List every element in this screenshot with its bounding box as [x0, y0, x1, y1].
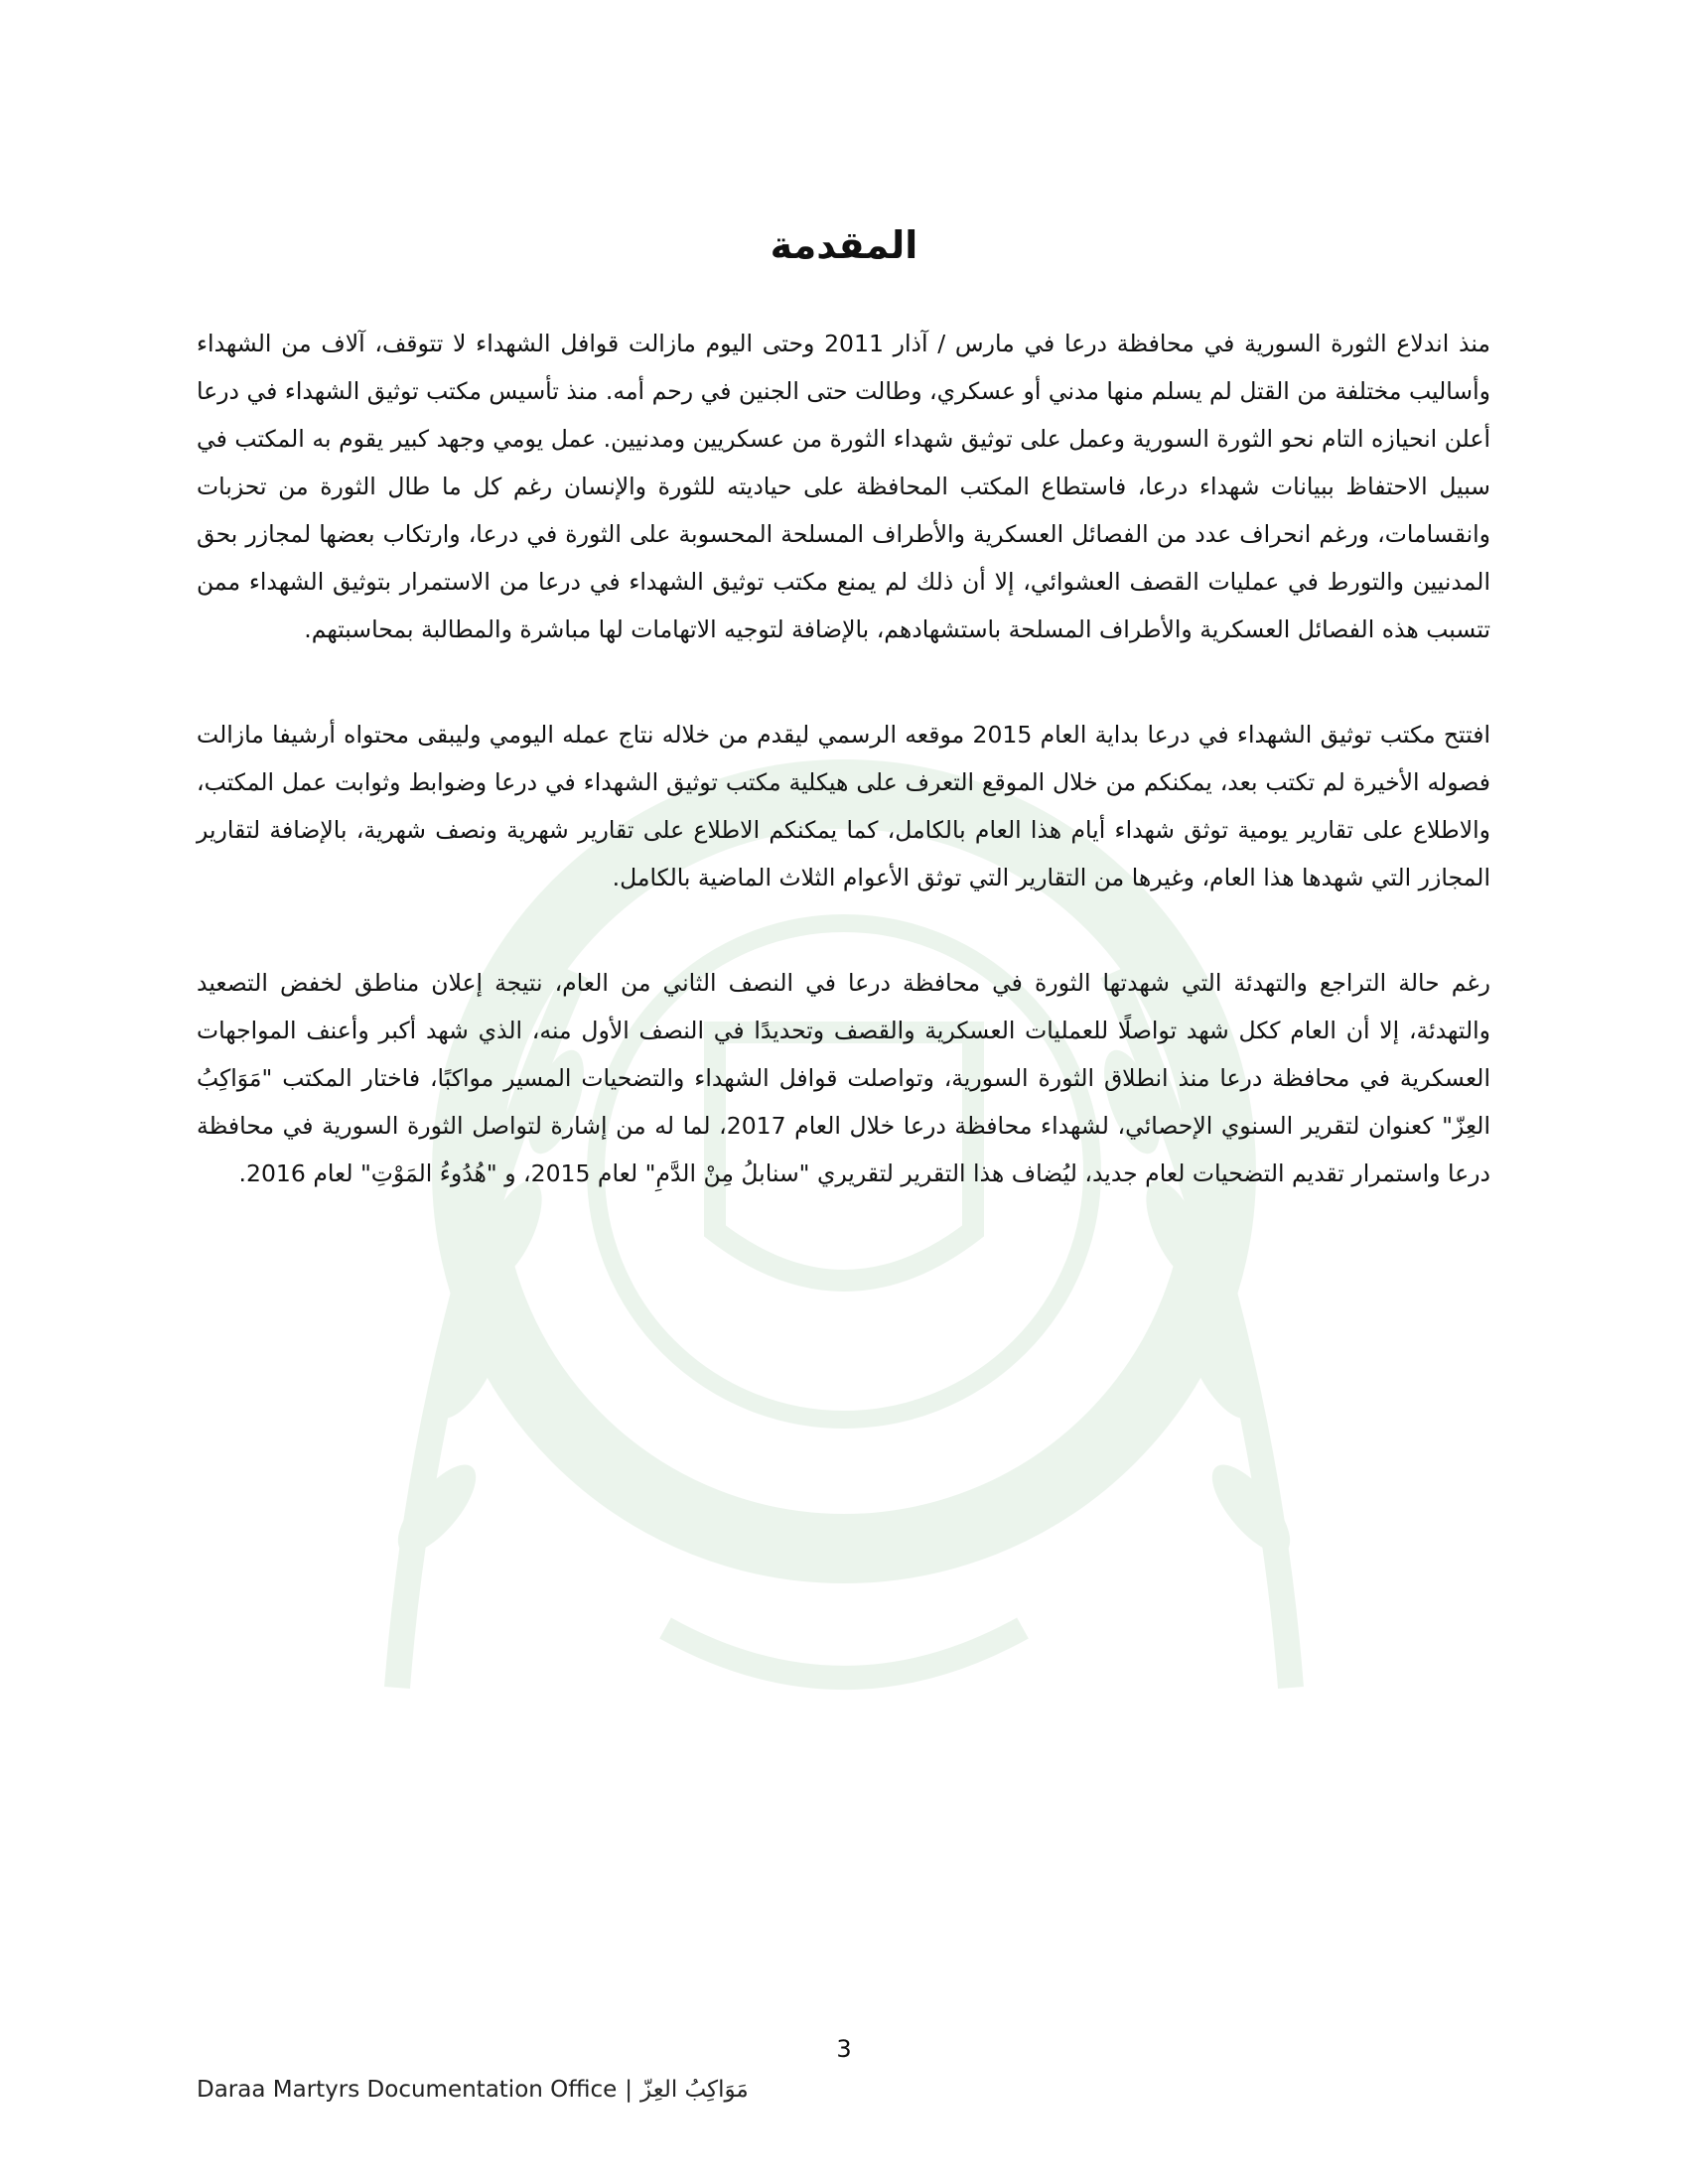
page-number: 3: [836, 2035, 852, 2063]
footer-report-name: مَوَاكِبُ العِزّ: [640, 2077, 749, 2103]
footer-organization: Daraa Martyrs Documentation Office: [197, 2077, 618, 2103]
page-title: المقدمة: [770, 223, 918, 268]
paragraph: افتتح مكتب توثيق الشهداء في درعا بداية العام 2015 موقعه الرسمي ليقدم من خلاله نتاج عمله اليومي وليبقى محتواه أرشيفا مازالت فصوله الأخيرة لم تكتب بعد، يمكنكم من خلال الموقع التعرف على هيكلية مكتب توثيق الشهداء في درعا وضوابط وثوابت عمل المكتب، والاطلاع على تقارير يومية توثق شهداء أيام هذا العام بالكامل، كما يمكنكم الاطلاع على تقارير شهرية ونصف شهرية، بالإضافة لتقارير المجازر التي شهدها هذا العام، وغيرها من التقارير التي توثق الأعوام الثلاث الماضية بالكامل.: [197, 721, 1491, 891]
paragraph: منذ اندلاع الثورة السورية في محافظة درعا في مارس / آذار 2011 وحتى اليوم مازالت قوافل الشهداء لا تتوقف، آلاف من الشهداء وأساليب مختلفة من القتل لم يسلم منها مدني أو عسكري، وطالت حتى الجنين في رحم أمه. منذ تأسيس مكتب توثيق الشهداء في درعا أعلن انحيازه التام نحو الثورة السورية وعمل على توثيق شهداء الثورة من عسكريين ومدنيين. عمل يومي وجهد كبير يقوم به المكتب في سبيل الاحتفاظ ببيانات شهداء درعا، فاستطاع المكتب المحافظة على حياديته للثورة والإنسان رغم كل ما طال الثورة من تحزبات وانقسامات، ورغم انحراف عدد من الفصائل العسكرية والأطراف المسلحة المحسوبة على الثورة في درعا، وارتكاب بعضها لمجازر بحق المدنيين والتورط في عمليات القصف العشوائي، إلا أن ذلك لم يمنع مكتب توثيق الشهداء في درعا من الاستمرار بتوثيق الشهداء ممن تتسبب هذه الفصائل العسكرية والأطراف المسلحة باستشهادهم، بالإضافة لتوجيه الاتهامات لها مباشرة والمطالبة بمحاسبتهم.: [197, 330, 1490, 643]
page-footer: [197, 2077, 749, 2103]
paragraph: رغم حالة التراجع والتهدئة التي شهدتها الثورة في محافظة درعا في النصف الثاني من العام، نتيجة إعلان مناطق لخفض التصعيد والتهدئة، إلا أن العام ككل شهد تواصلًا للعمليات العسكرية والقصف وتحديدًا في النصف الأول منه، الذي شهد أكبر وأعنف المواجهات العسكرية في محافظة درعا منذ انطلاق الثورة السورية، وتواصلت قوافل الشهداء والتضحيات المسير مواكبًا، فاختار المكتب "مَوَاكِبُ العِزّ" كعنوان لتقرير السنوي الإحصائي، لشهداء محافظة درعا خلال العام 2017، لما له من إشارة لتواصل الثورة السورية في محافظة درعا واستمرار تقديم التضحيات لعام جديد، ليُضاف هذا التقرير لتقريري "سنابلُ مِنْ الدَّمِ" لعام 2015، و "هُدُوءُ المَوْتِ" لعام 2016.: [197, 969, 1490, 1187]
document-body: [197, 320, 1490, 1255]
footer-separator: |: [625, 2077, 633, 2103]
